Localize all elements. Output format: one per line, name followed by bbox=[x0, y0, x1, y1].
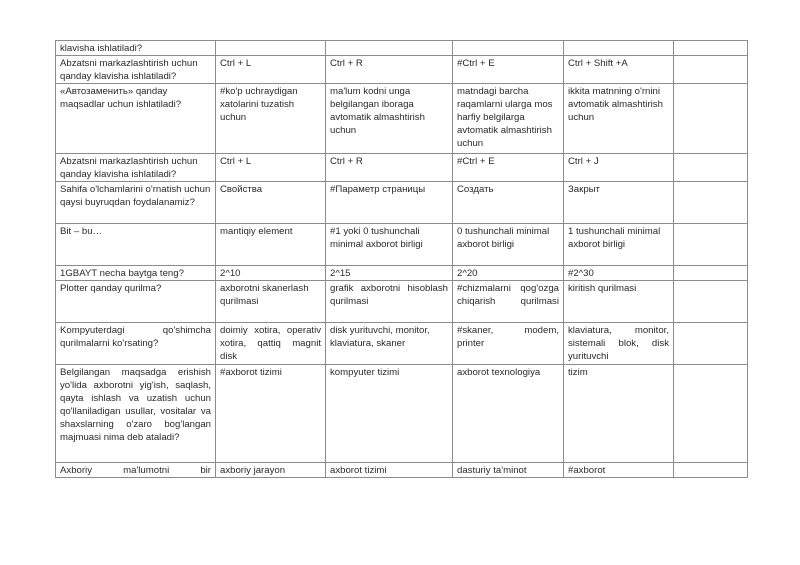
option-cell-3: #Ctrl + E bbox=[453, 154, 564, 182]
extra-cell bbox=[674, 56, 748, 84]
option-cell-3: 2^20 bbox=[453, 266, 564, 281]
quiz-table bbox=[55, 40, 748, 478]
extra-cell bbox=[674, 266, 748, 281]
option-cell-3: matndagi barcha raqamlarni ularga mos harfiy belgilarga avtomatik almashtirish uchun bbox=[453, 84, 564, 154]
option-cell-1: doimiy xotira, operativ xotira, qattiq magnit disk bbox=[216, 323, 326, 365]
option-cell-1: mantiqiy element bbox=[216, 224, 326, 266]
question-cell: Abzatsni markazlashtirish uchun qanday klavisha ishlatiladi? bbox=[56, 154, 216, 182]
table-row bbox=[56, 84, 748, 154]
option-cell-4: Ctrl + J bbox=[564, 154, 674, 182]
extra-cell bbox=[674, 323, 748, 365]
option-cell-4: Закрыт bbox=[564, 182, 674, 224]
option-cell-4: 1 tushunchali minimal axborot birligi bbox=[564, 224, 674, 266]
question-cell: Kompyuterdagi qo'shimcha qurilmalarni ko'rsating? bbox=[56, 323, 216, 365]
extra-cell bbox=[674, 154, 748, 182]
question-cell: Abzatsni markazlashtirish uchun qanday klavisha ishlatiladi? bbox=[56, 56, 216, 84]
option-cell-2: #Параметр страницы bbox=[326, 182, 453, 224]
option-cell-3: #chizmalarni qog'ozga chiqarish qurilmasi bbox=[453, 281, 564, 323]
question-cell: «Автозаменить» qanday maqsadlar uchun ishlatiladi? bbox=[56, 84, 216, 154]
option-cell-1: axboriy jarayon bbox=[216, 463, 326, 478]
option-cell-3: axborot texnologiya bbox=[453, 365, 564, 463]
option-cell-4: kiritish qurilmasi bbox=[564, 281, 674, 323]
option-cell-2: ma'lum kodni unga belgilangan iboraga avtomatik almashtirish uchun bbox=[326, 84, 453, 154]
question-cell: Sahifa o'lchamlarini o'rnatish uchun qaysi buyruqdan foydalanamiz? bbox=[56, 182, 216, 224]
extra-cell bbox=[674, 182, 748, 224]
question-cell: Belgilangan maqsadga erishish yo'lida axborotni yig'ish, saqlash, qayta ishlash va uzatish uchun qo'llaniladigan usullar, vositalar va shaxslarning o'zaro bog'langan majmuasi nima deb ataladi? bbox=[56, 365, 216, 463]
extra-cell bbox=[674, 463, 748, 478]
question-cell: Axboriy ma'lumotni bir bbox=[56, 463, 216, 478]
table-row bbox=[56, 281, 748, 323]
option-cell-2: axborot tizimi bbox=[326, 463, 453, 478]
option-cell-1: axborotni skanerlash qurilmasi bbox=[216, 281, 326, 323]
question-cell: 1GBAYT necha baytga teng? bbox=[56, 266, 216, 281]
option-cell-4 bbox=[564, 41, 674, 56]
option-cell-3: 0 tushunchali minimal axborot birligi bbox=[453, 224, 564, 266]
table-row bbox=[56, 56, 748, 84]
option-cell-3: #skaner, modem, printer bbox=[453, 323, 564, 365]
extra-cell bbox=[674, 365, 748, 463]
option-cell-2 bbox=[326, 41, 453, 56]
option-cell-2: Ctrl + R bbox=[326, 154, 453, 182]
option-cell-2: grafik axborotni hisoblash qurilmasi bbox=[326, 281, 453, 323]
table-row bbox=[56, 266, 748, 281]
option-cell-3 bbox=[453, 41, 564, 56]
table-row bbox=[56, 365, 748, 463]
question-cell: Plotter qanday qurilma? bbox=[56, 281, 216, 323]
option-cell-1: Ctrl + L bbox=[216, 56, 326, 84]
option-cell-1: #axborot tizimi bbox=[216, 365, 326, 463]
option-cell-3: Создать bbox=[453, 182, 564, 224]
option-cell-2: Ctrl + R bbox=[326, 56, 453, 84]
option-cell-3: #Ctrl + E bbox=[453, 56, 564, 84]
table-row bbox=[56, 224, 748, 266]
option-cell-2: kompyuter tizimi bbox=[326, 365, 453, 463]
extra-cell bbox=[674, 41, 748, 56]
option-cell-4: tizim bbox=[564, 365, 674, 463]
table-row bbox=[56, 154, 748, 182]
option-cell-4: klaviatura, monitor, sistemali blok, disk yurituvchi bbox=[564, 323, 674, 365]
option-cell-2: 2^15 bbox=[326, 266, 453, 281]
option-cell-1: Ctrl + L bbox=[216, 154, 326, 182]
option-cell-4: #axborot bbox=[564, 463, 674, 478]
option-cell-1: Свойства bbox=[216, 182, 326, 224]
table-row bbox=[56, 323, 748, 365]
table-row bbox=[56, 463, 748, 478]
option-cell-1: 2^10 bbox=[216, 266, 326, 281]
option-cell-3: dasturiy ta'minot bbox=[453, 463, 564, 478]
table-row bbox=[56, 41, 748, 56]
option-cell-4: ikkita matnning o'rnini avtomatik almashtirish uchun bbox=[564, 84, 674, 154]
option-cell-1 bbox=[216, 41, 326, 56]
table-row bbox=[56, 182, 748, 224]
extra-cell bbox=[674, 224, 748, 266]
extra-cell bbox=[674, 281, 748, 323]
option-cell-2: #1 yoki 0 tushunchali minimal axborot birligi bbox=[326, 224, 453, 266]
option-cell-4: Ctrl + Shift +A bbox=[564, 56, 674, 84]
extra-cell bbox=[674, 84, 748, 154]
question-cell: klavisha ishlatiladi? bbox=[56, 41, 216, 56]
option-cell-4: #2^30 bbox=[564, 266, 674, 281]
option-cell-1: #ko'p uchraydigan xatolarini tuzatish uchun bbox=[216, 84, 326, 154]
option-cell-2: disk yurituvchi, monitor, klaviatura, skaner bbox=[326, 323, 453, 365]
question-cell: Bit – bu… bbox=[56, 224, 216, 266]
